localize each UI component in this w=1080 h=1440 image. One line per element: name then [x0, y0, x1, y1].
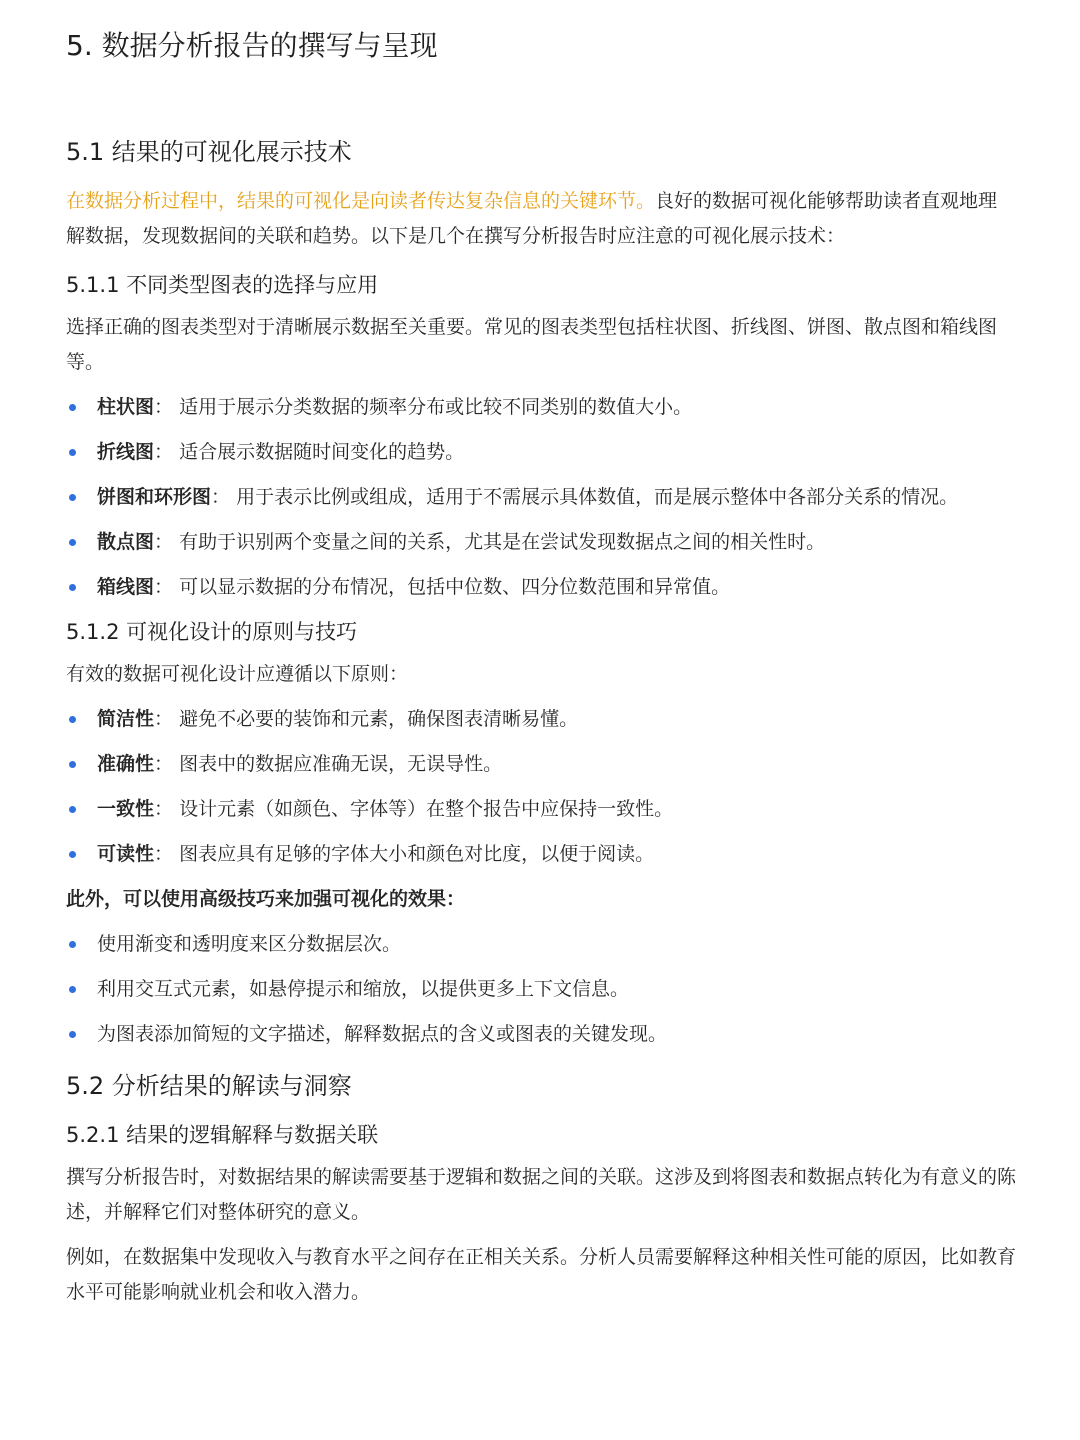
design-principle-list	[66, 702, 1016, 872]
list-item	[66, 702, 1016, 737]
list-item	[66, 972, 1016, 1007]
list-item-sep: ：	[154, 753, 174, 775]
bullet-icon	[69, 449, 76, 456]
list-item-text: 用于表示比例或组成，适用于不需展示具体数值，而是展示整体中各部分关系的情况。	[236, 486, 959, 508]
list-item-term: 饼图和环形图	[97, 486, 212, 508]
section-heading-5-2-1: 5.2.1 结果的逻辑解释与数据关联	[66, 1123, 379, 1147]
bullet-icon	[69, 716, 76, 723]
list-item	[66, 570, 1016, 605]
list-item-term: 准确性	[97, 753, 155, 775]
section-5-1-1-para: 选择正确的图表类型对于清晰展示数据至关重要。常见的图表类型包括柱状图、折线图、饼图、散点图和箱线图等。	[66, 316, 998, 373]
bullet-icon	[69, 986, 76, 993]
advanced-tips-intro: 此外，可以使用高级技巧来加强可视化的效果：	[66, 888, 466, 910]
list-item-term: 箱线图	[97, 576, 155, 598]
list-item-text: 为图表添加简短的文字描述，解释数据点的含义或图表的关键发现。	[97, 1023, 668, 1045]
list-item-term: 柱状图	[97, 396, 155, 418]
bullet-icon	[69, 584, 76, 591]
advanced-tips-list	[66, 927, 1016, 1052]
section-5-1-intro	[66, 184, 1016, 254]
list-item	[66, 525, 1016, 560]
list-item	[66, 480, 1016, 515]
section-5-2-1-para-2: 例如，在数据集中发现收入与教育水平之间存在正相关关系。分析人员需要解释这种相关性可能的原因，比如教育水平可能影响就业机会和收入潜力。	[66, 1246, 1017, 1303]
list-item-sep: ：	[154, 576, 174, 598]
list-item	[66, 390, 1016, 425]
list-item-term: 折线图	[97, 441, 155, 463]
list-item-term: 可读性	[97, 843, 155, 865]
list-item-sep: ：	[154, 708, 174, 730]
list-item	[66, 792, 1016, 827]
intro-highlight-text: 在数据分析过程中，结果的可视化是向读者传达复杂信息的关键环节。	[66, 190, 656, 212]
list-item-sep: ：	[154, 441, 174, 463]
list-item	[66, 747, 1016, 782]
list-item-text: 避免不必要的装饰和元素，确保图表清晰易懂。	[179, 708, 579, 730]
list-item-sep: ：	[154, 798, 174, 820]
section-heading-5-1: 5.1 结果的可视化展示技术	[66, 138, 352, 166]
list-item-text: 图表应具有足够的字体大小和颜色对比度，以便于阅读。	[179, 843, 655, 865]
list-item-sep: ：	[154, 531, 174, 553]
section-heading-5-2: 5.2 分析结果的解读与洞察	[66, 1072, 352, 1100]
bullet-icon	[69, 1031, 76, 1038]
list-item	[66, 927, 1016, 962]
section-heading-5-1-2: 5.1.2 可视化设计的原则与技巧	[66, 620, 358, 644]
bullet-icon	[69, 851, 76, 858]
list-item-text: 适用于展示分类数据的频率分布或比较不同类别的数值大小。	[179, 396, 693, 418]
list-item-term: 散点图	[97, 531, 155, 553]
bullet-icon	[69, 539, 76, 546]
list-item-sep: ：	[154, 843, 174, 865]
page-title: 5. 数据分析报告的撰写与呈现	[66, 29, 438, 62]
bullet-icon	[69, 761, 76, 768]
bullet-icon	[69, 806, 76, 813]
list-item	[66, 1017, 1016, 1052]
bullet-icon	[69, 404, 76, 411]
section-5-1-2-para: 有效的数据可视化设计应遵循以下原则：	[66, 663, 409, 685]
list-item-text: 设计元素（如颜色、字体等）在整个报告中应保持一致性。	[179, 798, 674, 820]
bullet-icon	[69, 494, 76, 501]
list-item	[66, 837, 1016, 872]
list-item-text: 可以显示数据的分布情况，包括中位数、四分位数范围和异常值。	[179, 576, 731, 598]
section-5-2-1-para-1: 撰写分析报告时，对数据结果的解读需要基于逻辑和数据之间的关联。这涉及到将图表和数据点转化为有意义的陈述，并解释它们对整体研究的意义。	[66, 1166, 1017, 1223]
list-item-text: 有助于识别两个变量之间的关系，尤其是在尝试发现数据点之间的相关性时。	[179, 531, 826, 553]
list-item-term: 一致性	[97, 798, 155, 820]
chart-type-list	[66, 390, 1016, 605]
section-heading-5-1-1: 5.1.1 不同类型图表的选择与应用	[66, 273, 379, 297]
list-item-term: 简洁性	[97, 708, 155, 730]
list-item-text: 适合展示数据随时间变化的趋势。	[179, 441, 465, 463]
bullet-icon	[69, 941, 76, 948]
list-item-text: 使用渐变和透明度来区分数据层次。	[97, 933, 402, 955]
list-item-text: 利用交互式元素，如悬停提示和缩放，以提供更多上下文信息。	[97, 978, 630, 1000]
list-item-text: 图表中的数据应准确无误，无误导性。	[179, 753, 503, 775]
list-item-sep: ：	[154, 396, 174, 418]
list-item	[66, 435, 1016, 470]
intro-rest-text: 良好的数据可视化能够帮助读者直观地理解数据，发现数据间的关联和趋势。以下是几个在撰写分析报告时应注意的可视化展示技术：	[66, 190, 998, 247]
list-item-sep: ：	[211, 486, 231, 508]
